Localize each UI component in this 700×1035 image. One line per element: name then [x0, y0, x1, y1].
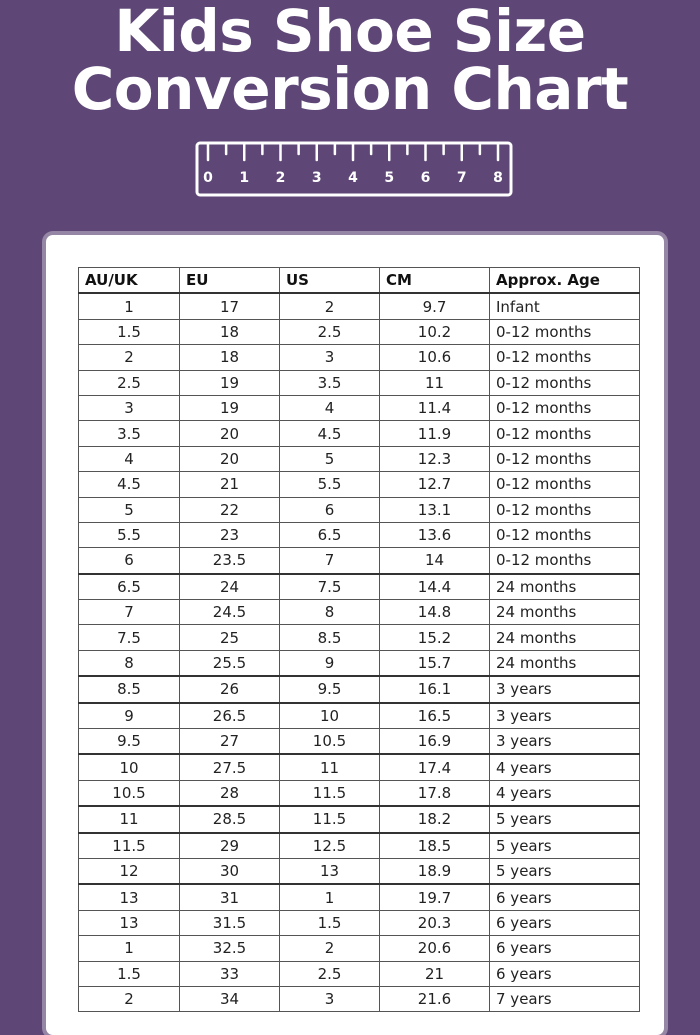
cell-au-uk: 7	[79, 600, 180, 625]
cell-age: 24 months	[490, 625, 640, 650]
cell-us: 10	[280, 703, 380, 729]
cell-cm: 11.4	[380, 395, 490, 420]
cell-au-uk: 7.5	[79, 625, 180, 650]
table-row	[79, 910, 640, 935]
table-row	[79, 961, 640, 986]
ruler-label: 5	[384, 170, 395, 186]
cell-age: 24 months	[490, 574, 640, 600]
cell-cm: 19.7	[380, 884, 490, 910]
title-line-2: Conversion Chart	[71, 55, 629, 123]
cell-eu: 28	[180, 780, 280, 806]
cell-age: 6 years	[490, 910, 640, 935]
ruler-label: 1	[239, 170, 250, 186]
cell-au-uk: 3.5	[79, 421, 180, 446]
cell-cm: 14.8	[380, 600, 490, 625]
cell-cm: 11	[380, 370, 490, 395]
cell-eu: 31	[180, 884, 280, 910]
cell-au-uk: 2	[79, 345, 180, 370]
cell-au-uk: 1.5	[79, 961, 180, 986]
cell-us: 2	[280, 936, 380, 961]
table-header-row	[79, 268, 640, 294]
cell-au-uk: 1	[79, 293, 180, 319]
cell-cm: 20.6	[380, 936, 490, 961]
cell-age: 4 years	[490, 780, 640, 806]
table-row	[79, 446, 640, 471]
cell-us: 4	[280, 395, 380, 420]
cell-age: 0-12 months	[490, 522, 640, 547]
cell-eu: 25.5	[180, 650, 280, 676]
cell-eu: 20	[180, 421, 280, 446]
cell-au-uk: 6.5	[79, 574, 180, 600]
column-header-eu: EU	[180, 268, 280, 294]
cell-eu: 23.5	[180, 548, 280, 574]
cell-au-uk: 11.5	[79, 833, 180, 859]
cell-cm: 16.5	[380, 703, 490, 729]
table-row	[79, 625, 640, 650]
cell-cm: 10.2	[380, 319, 490, 344]
cell-eu: 30	[180, 858, 280, 884]
cell-us: 12.5	[280, 833, 380, 859]
cell-cm: 15.2	[380, 625, 490, 650]
cell-eu: 18	[180, 345, 280, 370]
chart-card	[46, 235, 664, 1035]
cell-au-uk: 8.5	[79, 676, 180, 702]
ruler-label: 8	[493, 170, 503, 186]
column-header-age: Approx. Age	[490, 268, 640, 294]
ruler-label: 7	[456, 170, 467, 186]
table-row	[79, 676, 640, 702]
cell-age: 0-12 months	[490, 395, 640, 420]
cell-us: 8	[280, 600, 380, 625]
cell-age: 5 years	[490, 858, 640, 884]
ruler-label: 2	[275, 170, 286, 186]
cell-age: 6 years	[490, 884, 640, 910]
table-row	[79, 574, 640, 600]
cell-cm: 17.4	[380, 754, 490, 780]
cell-cm: 21.6	[380, 986, 490, 1011]
table-row	[79, 858, 640, 884]
cell-age: 3 years	[490, 703, 640, 729]
table-row	[79, 548, 640, 574]
cell-eu: 29	[180, 833, 280, 859]
cell-cm: 13.6	[380, 522, 490, 547]
title-line-1: Kids Shoe Size	[114, 0, 586, 65]
table-row	[79, 421, 640, 446]
cell-cm: 16.9	[380, 729, 490, 755]
table-row	[79, 703, 640, 729]
table-row	[79, 780, 640, 806]
table-row	[79, 936, 640, 961]
cell-eu: 21	[180, 472, 280, 497]
column-header-cm: CM	[380, 268, 490, 294]
cell-age: 24 months	[490, 650, 640, 676]
cell-us: 11.5	[280, 806, 380, 832]
cell-us: 10.5	[280, 729, 380, 755]
table-row	[79, 345, 640, 370]
cell-us: 1.5	[280, 910, 380, 935]
cell-cm: 12.7	[380, 472, 490, 497]
cell-au-uk: 6	[79, 548, 180, 574]
cell-age: 0-12 months	[490, 472, 640, 497]
cell-eu: 28.5	[180, 806, 280, 832]
cell-au-uk: 5.5	[79, 522, 180, 547]
table-row	[79, 293, 640, 319]
cell-au-uk: 1	[79, 936, 180, 961]
cell-cm: 14	[380, 548, 490, 574]
cell-age: 0-12 months	[490, 446, 640, 471]
cell-eu: 19	[180, 395, 280, 420]
cell-age: 3 years	[490, 676, 640, 702]
ruler-icon	[194, 138, 514, 198]
table-row	[79, 497, 640, 522]
cell-au-uk: 12	[79, 858, 180, 884]
column-header-us: US	[280, 268, 380, 294]
cell-age: 24 months	[490, 600, 640, 625]
cell-us: 4.5	[280, 421, 380, 446]
cell-eu: 24	[180, 574, 280, 600]
cell-eu: 24.5	[180, 600, 280, 625]
table-row	[79, 472, 640, 497]
cell-eu: 17	[180, 293, 280, 319]
cell-age: 0-12 months	[490, 497, 640, 522]
cell-us: 9.5	[280, 676, 380, 702]
cell-age: 3 years	[490, 729, 640, 755]
cell-us: 13	[280, 858, 380, 884]
cell-age: 0-12 months	[490, 548, 640, 574]
cell-us: 2.5	[280, 319, 380, 344]
cell-au-uk: 10.5	[79, 780, 180, 806]
cell-au-uk: 3	[79, 395, 180, 420]
table-row	[79, 986, 640, 1011]
cell-au-uk: 4	[79, 446, 180, 471]
cell-age: Infant	[490, 293, 640, 319]
cell-eu: 33	[180, 961, 280, 986]
column-header-au-uk: AU/UK	[79, 268, 180, 294]
cell-cm: 21	[380, 961, 490, 986]
cell-us: 2.5	[280, 961, 380, 986]
cell-age: 6 years	[490, 961, 640, 986]
cell-au-uk: 2	[79, 986, 180, 1011]
cell-eu: 23	[180, 522, 280, 547]
cell-us: 9	[280, 650, 380, 676]
size-conversion-table	[78, 267, 640, 1012]
cell-au-uk: 9	[79, 703, 180, 729]
table-row	[79, 754, 640, 780]
cell-au-uk: 8	[79, 650, 180, 676]
cell-cm: 13.1	[380, 497, 490, 522]
cell-eu: 26.5	[180, 703, 280, 729]
cell-eu: 26	[180, 676, 280, 702]
cell-eu: 20	[180, 446, 280, 471]
table-row	[79, 833, 640, 859]
cell-cm: 18.5	[380, 833, 490, 859]
cell-au-uk: 5	[79, 497, 180, 522]
cell-cm: 15.7	[380, 650, 490, 676]
cell-au-uk: 13	[79, 884, 180, 910]
cell-au-uk: 4.5	[79, 472, 180, 497]
cell-cm: 12.3	[380, 446, 490, 471]
cell-eu: 32.5	[180, 936, 280, 961]
cell-eu: 34	[180, 986, 280, 1011]
cell-age: 0-12 months	[490, 370, 640, 395]
cell-us: 5	[280, 446, 380, 471]
cell-cm: 18.2	[380, 806, 490, 832]
cell-us: 5.5	[280, 472, 380, 497]
table-row	[79, 729, 640, 755]
cell-age: 4 years	[490, 754, 640, 780]
cell-cm: 10.6	[380, 345, 490, 370]
cell-us: 11	[280, 754, 380, 780]
cell-cm: 18.9	[380, 858, 490, 884]
cell-eu: 18	[180, 319, 280, 344]
cell-cm: 14.4	[380, 574, 490, 600]
cell-au-uk: 11	[79, 806, 180, 832]
cell-au-uk: 2.5	[79, 370, 180, 395]
cell-cm: 16.1	[380, 676, 490, 702]
cell-age: 0-12 months	[490, 319, 640, 344]
cell-age: 5 years	[490, 833, 640, 859]
table-row	[79, 395, 640, 420]
cell-us: 7.5	[280, 574, 380, 600]
cell-us: 3	[280, 345, 380, 370]
cell-age: 0-12 months	[490, 345, 640, 370]
table-row	[79, 884, 640, 910]
cell-us: 11.5	[280, 780, 380, 806]
cell-cm: 20.3	[380, 910, 490, 935]
cell-eu: 22	[180, 497, 280, 522]
cell-eu: 27.5	[180, 754, 280, 780]
cell-us: 3	[280, 986, 380, 1011]
cell-us: 6	[280, 497, 380, 522]
table-row	[79, 522, 640, 547]
cell-au-uk: 10	[79, 754, 180, 780]
cell-us: 8.5	[280, 625, 380, 650]
cell-eu: 31.5	[180, 910, 280, 935]
cell-cm: 9.7	[380, 293, 490, 319]
cell-us: 6.5	[280, 522, 380, 547]
cell-us: 7	[280, 548, 380, 574]
cell-age: 5 years	[490, 806, 640, 832]
cell-age: 7 years	[490, 986, 640, 1011]
cell-au-uk: 9.5	[79, 729, 180, 755]
ruler-label: 3	[311, 170, 322, 186]
cell-eu: 19	[180, 370, 280, 395]
cell-age: 6 years	[490, 936, 640, 961]
table-row	[79, 650, 640, 676]
table-row	[79, 319, 640, 344]
cell-us: 1	[280, 884, 380, 910]
cell-us: 2	[280, 293, 380, 319]
table-row	[79, 806, 640, 832]
cell-cm: 11.9	[380, 421, 490, 446]
ruler-label: 6	[420, 170, 431, 186]
table-row	[79, 600, 640, 625]
cell-eu: 27	[180, 729, 280, 755]
cell-au-uk: 1.5	[79, 319, 180, 344]
ruler-label: 0	[203, 170, 213, 186]
cell-age: 0-12 months	[490, 421, 640, 446]
table-row	[79, 370, 640, 395]
cell-cm: 17.8	[380, 780, 490, 806]
cell-au-uk: 13	[79, 910, 180, 935]
cell-us: 3.5	[280, 370, 380, 395]
ruler-label: 4	[348, 170, 358, 186]
cell-eu: 25	[180, 625, 280, 650]
